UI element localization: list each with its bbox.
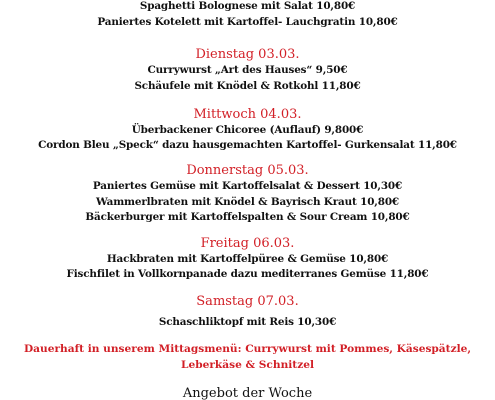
menu-item-tuesday-1: Currywurst „Art des Hauses“ 9,50€: [147, 64, 348, 76]
day-heading-thursday: Donnerstag 05.03.: [186, 163, 309, 178]
menu-item-wednesday-1: Überbackener Chicoree (Auflauf) 9,800€: [131, 124, 364, 136]
permanent-menu-note-line-2: Leberkäse & Schnitzel: [181, 359, 314, 371]
menu-item-friday-1: Hackbraten mit Kartoffelpüree & Gemüse 10,80€: [106, 253, 389, 265]
menu-item-friday-2: Fischfilet in Vollkornpanade dazu mediterranes Gemüse 11,80€: [66, 268, 429, 280]
day-heading-tuesday: Dienstag 03.03.: [195, 47, 300, 62]
menu-item-wednesday-2: Cordon Bleu „Speck“ dazu hausgemachten Kartoffel- Gurkensalat 11,80€: [38, 139, 457, 151]
menu-item-thursday-3: Bäckerburger mit Kartoffelspalten & Sour Cream 10,80€: [85, 211, 410, 223]
menu-item-tuesday-2: Schäufele mit Knödel & Rotkohl 11,80€: [134, 80, 361, 92]
menu-item-monday-2: Paniertes Kotelett mit Kartoffel- Lauchgratin 10,80€: [97, 16, 398, 28]
menu-item-thursday-2: Wammerlbraten mit Knödel & Bayrisch Kraut 10,80€: [96, 196, 399, 208]
menu-item-saturday-1: Schaschliktopf mit Reis 10,30€: [158, 316, 337, 328]
menu-item-monday-1: Spaghetti Bolognese mit Salat 10,80€: [139, 0, 356, 12]
menu-item-thursday-1: Paniertes Gemüse mit Kartoffelsalat & Dessert 10,30€: [92, 180, 403, 192]
day-heading-saturday: Samstag 07.03.: [196, 294, 299, 309]
day-heading-wednesday: Mittwoch 04.03.: [193, 107, 302, 122]
permanent-menu-note-line-1: Dauerhaft in unserem Mittagsmenü: Currywurst mit Pommes, Käsespätzle,: [23, 343, 472, 355]
day-heading-friday: Freitag 06.03.: [200, 236, 295, 251]
weekly-offer-heading: Angebot der Woche: [182, 386, 313, 400]
